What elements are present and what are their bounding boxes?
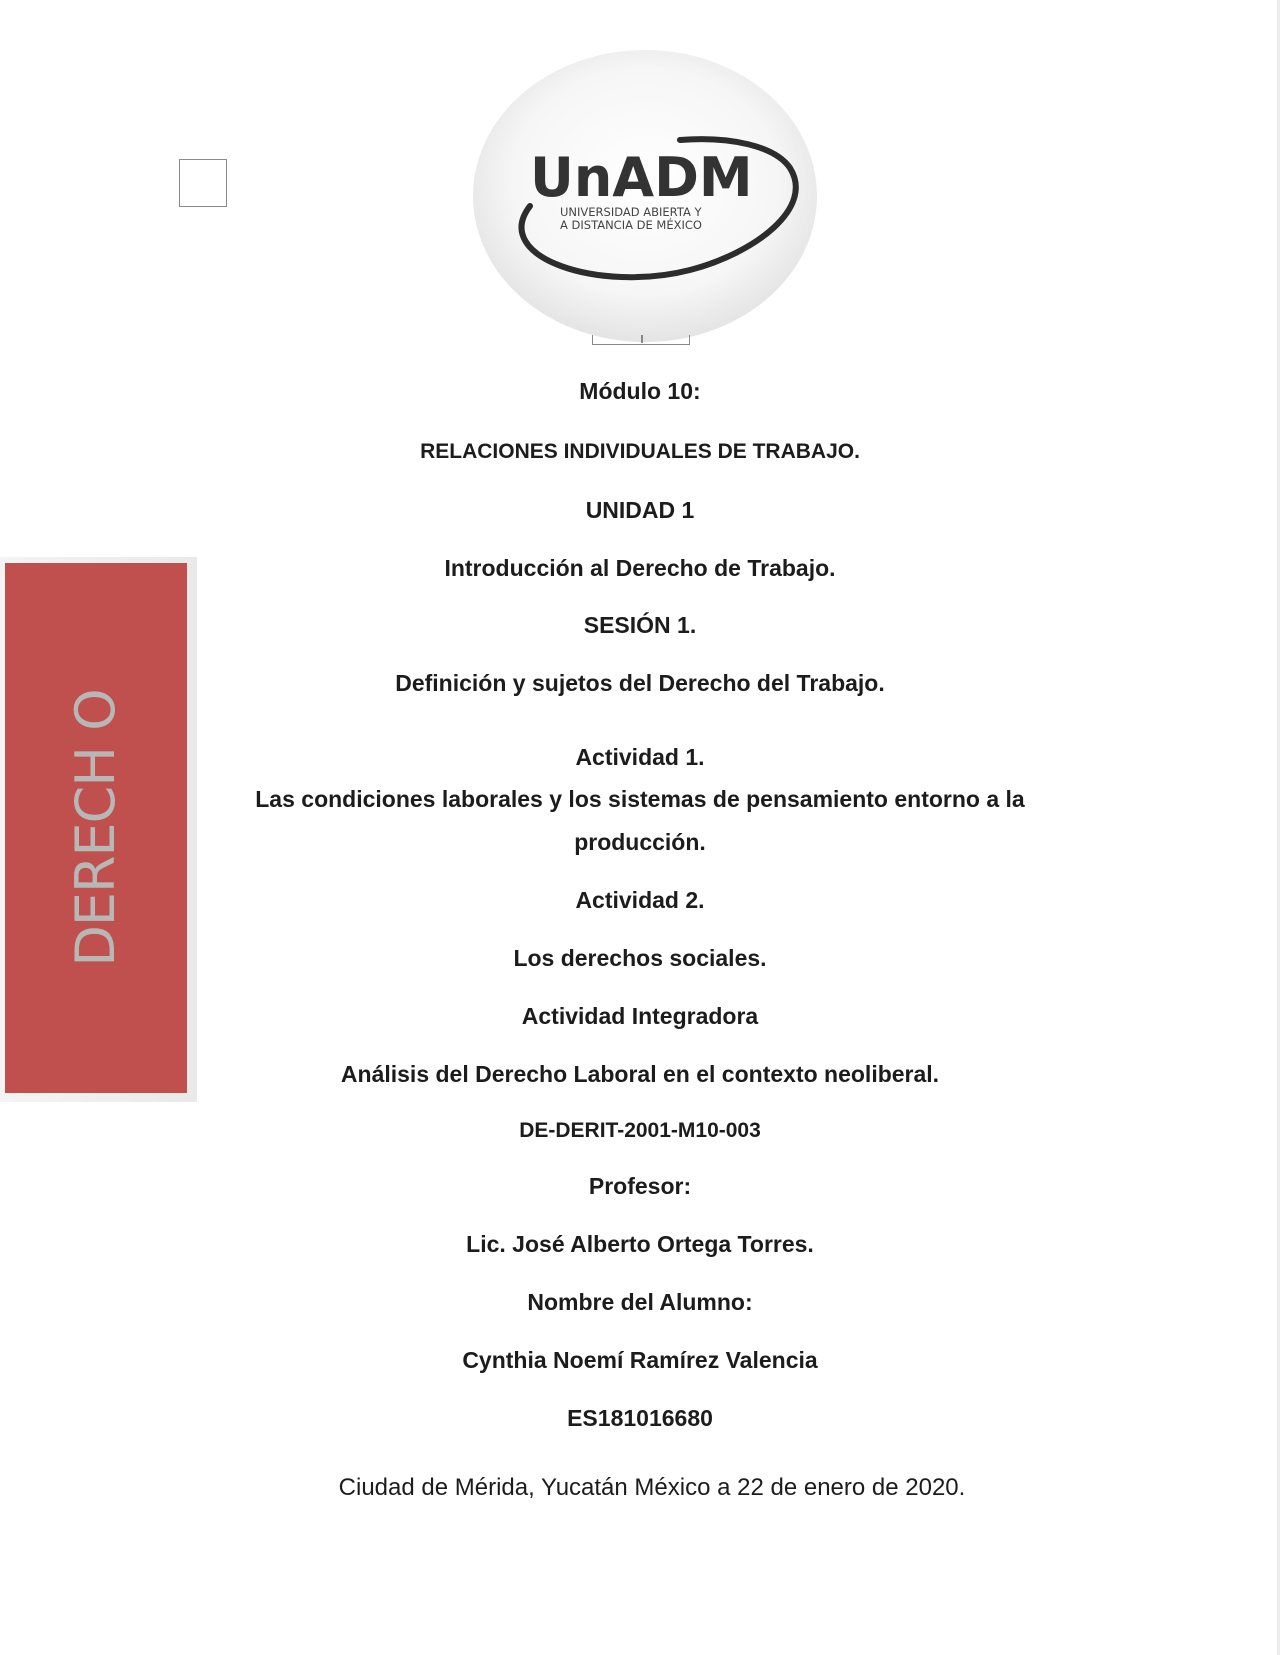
checkbox[interactable] <box>179 159 227 207</box>
professor-label: Profesor: <box>588 1173 692 1199</box>
session-label: SESIÓN 1. <box>583 612 697 638</box>
activity-1-title-line-2: producción. <box>574 829 706 855</box>
activity-2-label: Actividad 2. <box>575 887 705 913</box>
side-tab-label: DERECH O <box>64 689 127 967</box>
integrative-activity-label: Actividad Integradora <box>521 1003 759 1029</box>
activity-2-title: Los derechos sociales. <box>513 945 767 971</box>
activity-1-title-line-1: Las condiciones laborales y los sistemas de pensamiento entorno a la <box>255 786 1025 812</box>
professor-name: Lic. José Alberto Ortega Torres. <box>466 1231 814 1257</box>
logo-base <box>592 335 690 345</box>
module-title: Módulo 10: <box>579 378 701 404</box>
logo-subtitle-1: UNIVERSIDAD ABIERTA Y <box>560 205 702 219</box>
integrative-activity-title: Análisis del Derecho Laboral en el contexto neoliberal. <box>340 1061 940 1087</box>
unit-label: UNIDAD 1 <box>585 497 695 523</box>
student-id: ES181016680 <box>567 1405 713 1431</box>
activity-1-label: Actividad 1. <box>575 744 705 770</box>
course-name: RELACIONES INDIVIDUALES DE TRABAJO. <box>420 440 860 463</box>
student-name: Cynthia Noemí Ramírez Valencia <box>462 1347 818 1373</box>
student-label: Nombre del Alumno: <box>527 1289 753 1315</box>
place-and-date: Ciudad de Mérida, Yucatán México a 22 de enero de 2020. <box>338 1474 966 1501</box>
logo-subtitle-2: A DISTANCIA DE MÉXICO <box>560 218 702 232</box>
course-code: DE-DERIT-2001-M10-003 <box>519 1119 761 1142</box>
logo-wordmark: UnADM <box>530 146 753 209</box>
session-title: Definición y sujetos del Derecho del Trabajo. <box>395 670 885 696</box>
unadm-logo <box>470 48 820 348</box>
unit-title: Introducción al Derecho de Trabajo. <box>444 555 836 581</box>
